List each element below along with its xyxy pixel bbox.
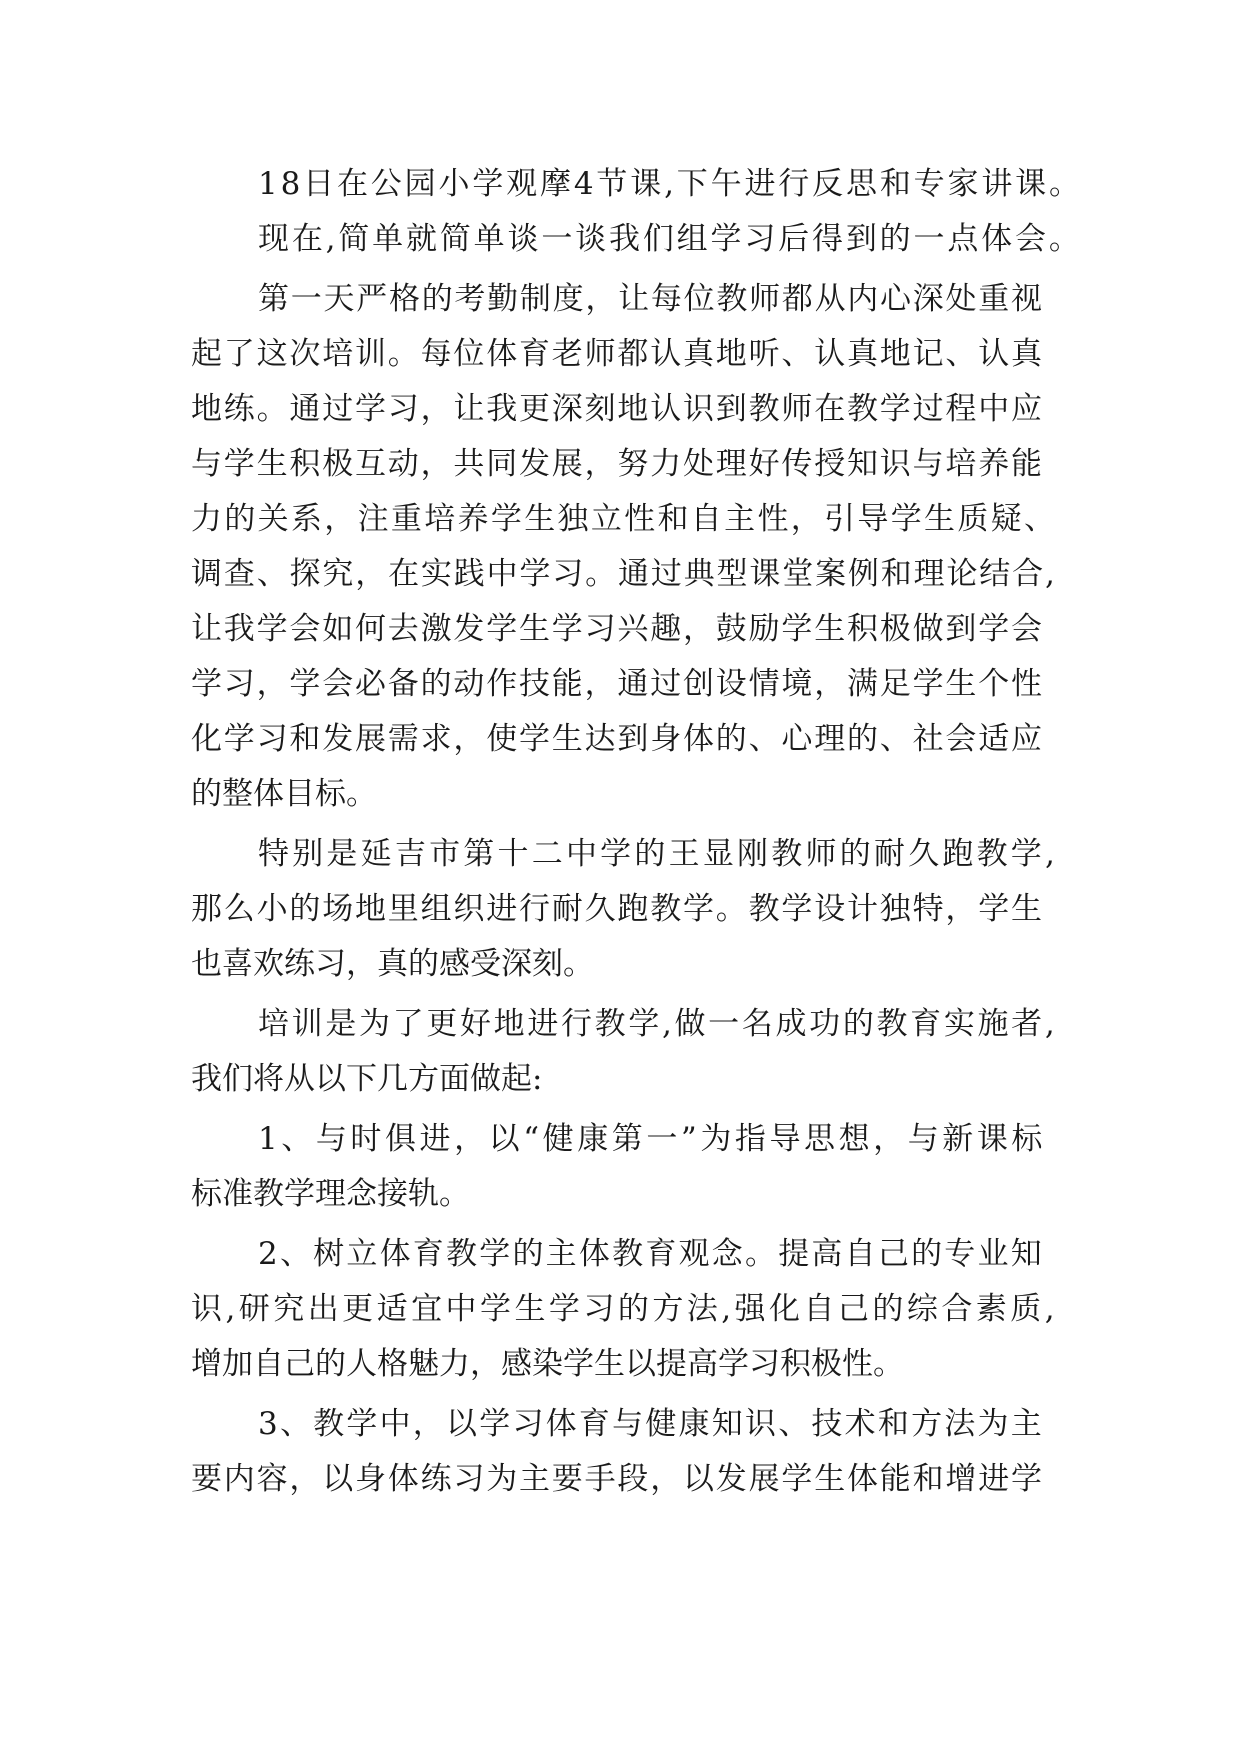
text-line: 地练。通过学习，让我更深刻地认识到教师在教学过程中应	[191, 391, 1044, 427]
text-line: 学习，学会必备的动作技能，通过创设情境，满足学生个性	[191, 666, 1044, 702]
text-line: 的整体目标。	[191, 776, 377, 812]
text-line: 起了这次培训。每位体育老师都认真地听、认真地记、认真	[191, 336, 1044, 372]
text-line: 培训是为了更好地进行教学,做一名成功的教育实施者,	[258, 1006, 1058, 1042]
text-line: 力的关系，注重培养学生独立性和自主性，引导学生质疑、	[191, 501, 1058, 537]
text-line: 第一天严格的考勤制度，让每位教师都从内心深处重视	[258, 281, 1044, 317]
text-line: 要内容，以身体练习为主要手段，以发展学生体能和增进学	[191, 1461, 1044, 1497]
text-line: 标准教学理念接轨。	[191, 1176, 470, 1212]
text-line: 那么小的场地里组织进行耐久跑教学。教学设计独特，学生	[191, 891, 1044, 927]
text-line: 我们将从以下几方面做起:	[191, 1061, 543, 1097]
text-line: 增加自己的人格魅力，感染学生以提高学习积极性。	[191, 1346, 904, 1382]
text-line: 调查、探究，在实践中学习。通过典型课堂案例和理论结合,	[191, 556, 1057, 592]
text-line: 1、与时俱进，以“健康第一”为指导思想，与新课标	[258, 1121, 1046, 1157]
text-line: 3、教学中，以学习体育与健康知识、技术和方法为主	[258, 1406, 1044, 1442]
text-line: 现在,简单就简单谈一谈我们组学习后得到的一点体会。	[258, 221, 1083, 257]
text-line: 化学习和发展需求，使学生达到身体的、心理的、社会适应	[191, 721, 1044, 757]
text-line: 特别是延吉市第十二中学的王显刚教师的耐久跑教学,	[258, 836, 1059, 872]
text-line: 与学生积极互动，共同发展，努力处理好传授知识与培养能	[191, 446, 1044, 482]
text-line: 18日在公园小学观摩4节课,下午进行反思和专家讲课。	[258, 166, 1083, 202]
text-line: 让我学会如何去激发学生学习兴趣，鼓励学生积极做到学会	[191, 611, 1044, 647]
text-line: 识,研究出更适宜中学生学习的方法,强化自己的综合素质,	[191, 1291, 1059, 1327]
text-line: 也喜欢练习，真的感受深刻。	[191, 946, 594, 982]
text-line: 2、树立体育教学的主体教育观念。提高自己的专业知	[258, 1236, 1044, 1272]
